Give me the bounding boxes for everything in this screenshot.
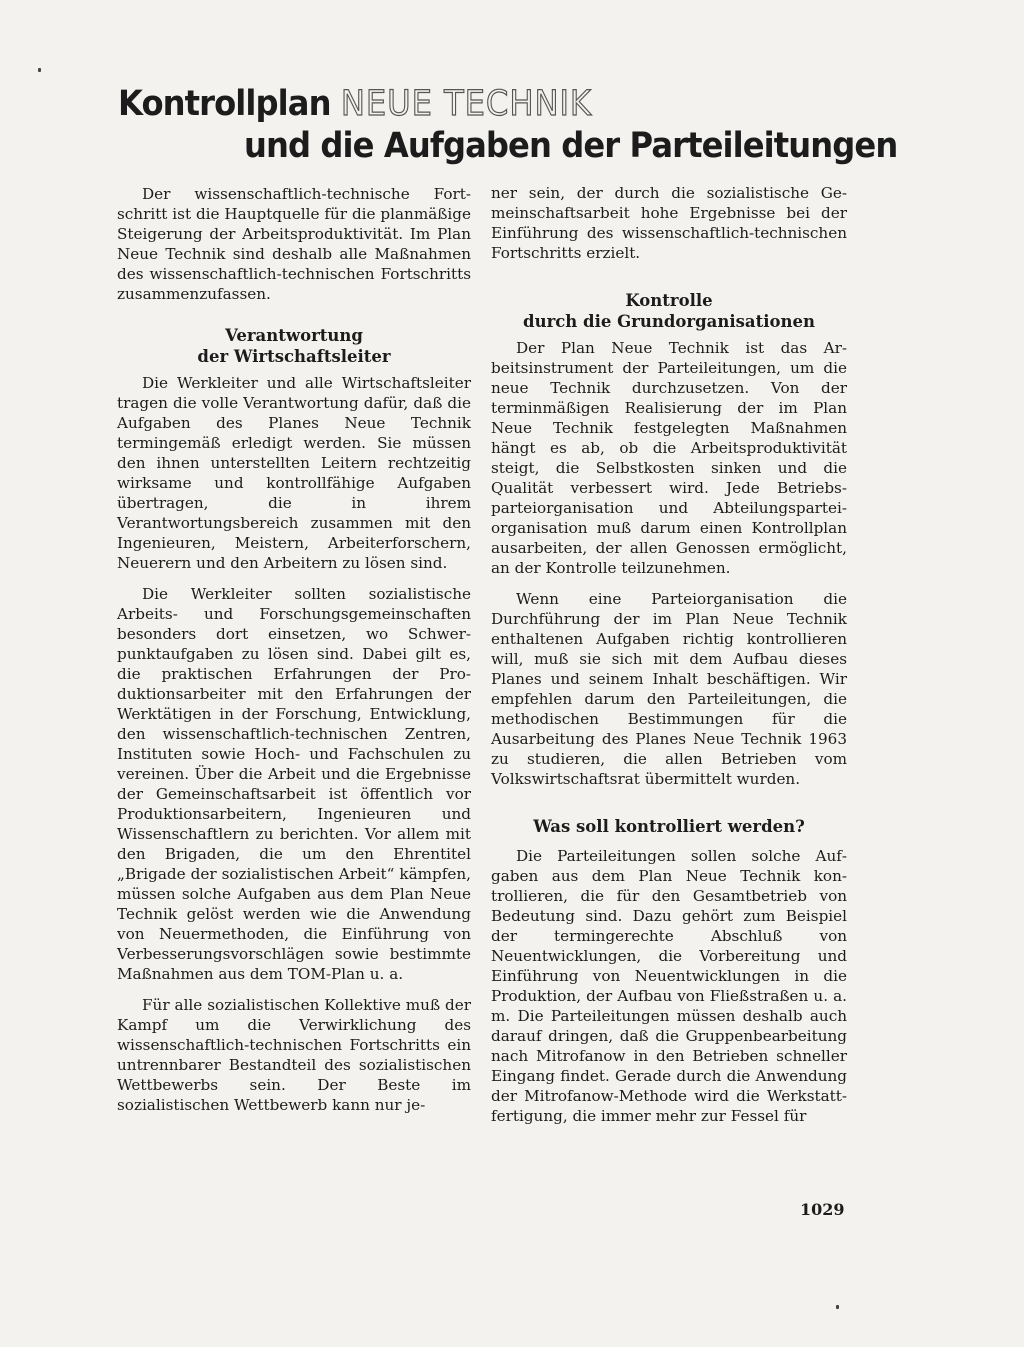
scan-speck bbox=[836, 1305, 839, 1309]
paragraph: Für alle sozialistischen Kollektive muß der Kampf um die Verwirklichung des wissenschaftlich-technischen Fortschritts ein untrennbarer Bestandteil des sozialistischen Wettbewerbs sein. Der Beste im sozialistischen Wettbewerb kann nur je- bbox=[117, 996, 471, 1114]
right-column bbox=[491, 183, 847, 1126]
section-heading-3 bbox=[491, 816, 847, 837]
page-number: 1029 bbox=[800, 1200, 845, 1219]
scan-speck bbox=[38, 68, 41, 72]
left-column bbox=[117, 184, 471, 1115]
heading-line: Verantwortung bbox=[225, 326, 363, 345]
heading-line: Kontrolle bbox=[625, 291, 713, 310]
paragraph: Wenn eine Parteiorganisation die Durchführung der im Plan Neue Technik enthaltenen Aufgaben richtig kontrollieren will, muß sie sich mit dem Aufbau dieses Planes und seinem Inhalt beschäftigen. Wir empfehlen darum den Parteileitungen, die methodischen Bestimmungen für die Ausarbeitung des Planes Neue Technik 1963 zu studieren, die allen Betrieben vom Volkswirtschaftsrat übermittelt wurden. bbox=[491, 590, 847, 788]
title-word: Kontrollplan bbox=[118, 84, 331, 124]
paragraph: Die Werkleiter und alle Wirtschaftsleiter tragen die volle Verantwortung dafür, daß die Aufgaben des Planes Neue Technik termingemäß erledigt werden. Sie müssen den ihnen unterstellten Leitern rechtzeitig wirksame und kontrollfähige Aufgaben übertragen, die in ihrem Verantwortungsbereich zusammen mit den Ingenieuren, Meistern, Arbeiterforschern, Neuerern und den Arbeitern zu lösen sind. bbox=[117, 374, 471, 572]
section-heading-2 bbox=[491, 290, 847, 332]
title-line-2: und die Aufgaben der Parteileitungen bbox=[244, 126, 898, 166]
heading-line: der Wirtschaftsleiter bbox=[197, 347, 391, 366]
heading-line: Was soll kontrolliert werden? bbox=[533, 817, 805, 836]
section-heading-1 bbox=[117, 325, 471, 367]
paragraph: Die Parteileitungen sollen solche Aufgaben aus dem Plan Neue Technik kontrollieren, die für den Gesamtbetrieb von Bedeutung sind. Dazu gehört zum Beispiel der termingerechte Abschluß von Neuentwicklungen, die Vorbereitung und Einführung von Neuentwicklungen in die Produktion, der Aufbau von Fließstraßen u. a. m. Die Parteileitungen müssen deshalb auch darauf dringen, daß die Gruppenbearbeitung nach Mitrofanow in den Betrieben schneller Eingang findet. Gerade durch die Anwendung der Mitrofanow-Methode wird die Werkstattfertigung, die immer mehr zur Fessel für bbox=[491, 847, 847, 1125]
paragraph: Der Plan Neue Technik ist das Arbeitsinstrument der Parteileitungen, um die neue Technik durchzusetzen. Von der terminmäßigen Realisierung der im Plan Neue Technik festgelegten Maßnahmen hängt es ab, ob die Arbeitsproduktivität steigt, die Selbstkosten sinken und die Qualität verbessert wird. Jede Betriebsparteiorganisation und Abteilungsparteiorganisation muß darum einen Kontrollplan ausarbeiten, der allen Genossen ermöglicht, an der Kontrolle teilzunehmen. bbox=[491, 339, 847, 577]
title-outline-word: NEUE TECHNIK bbox=[340, 84, 592, 124]
continued-paragraph: ner sein, der durch die sozialistische Gemeinschaftsarbeit hohe Ergebnisse bei der Einführung des wissenschaftlich-technischen Fortschritts erzielt. bbox=[491, 184, 847, 262]
heading-line: durch die Grundorganisationen bbox=[523, 312, 815, 331]
intro-paragraph: Der wissenschaftlich-technische Fortschritt ist die Hauptquelle für die planmäßige Steigerung der Arbeitsproduktivität. Im Plan Neue Technik sind deshalb alle Maßnahmen des wissenschaftlich-technischen Fortschritts zusammenzufassen. bbox=[117, 185, 471, 303]
paragraph: Die Werkleiter sollten sozialistische Arbeits- und Forschungsgemeinschaften besonders dort einsetzen, wo Schwerpunktaufgaben zu lösen sind. Dabei gilt es, die praktischen Erfahrungen der Produktionsarbeiter mit den Erfahrungen der Werktätigen in der Forschung, Entwicklung, den wissenschaftlich-technischen Zentren, Instituten sowie Hoch- und Fachschulen zu vereinen. Über die Arbeit und die Ergebnisse der Gemeinschaftsarbeit ist öffentlich vor Produktionsarbeitern, Ingenieuren und Wissenschaftlern zu berichten. Vor allem mit den Brigaden, die um den Ehrentitel „Brigade der sozialistischen Arbeit“ kämpfen, müssen solche Aufgaben aus dem Plan Neue Technik gelöst werden wie die Anwendung von Neuermethoden, die Einführung von Verbesserungsvorschlägen sowie bestimmte Maßnahmen aus dem TOM-Plan u. a. bbox=[117, 585, 471, 983]
title-line-1 bbox=[118, 84, 592, 124]
